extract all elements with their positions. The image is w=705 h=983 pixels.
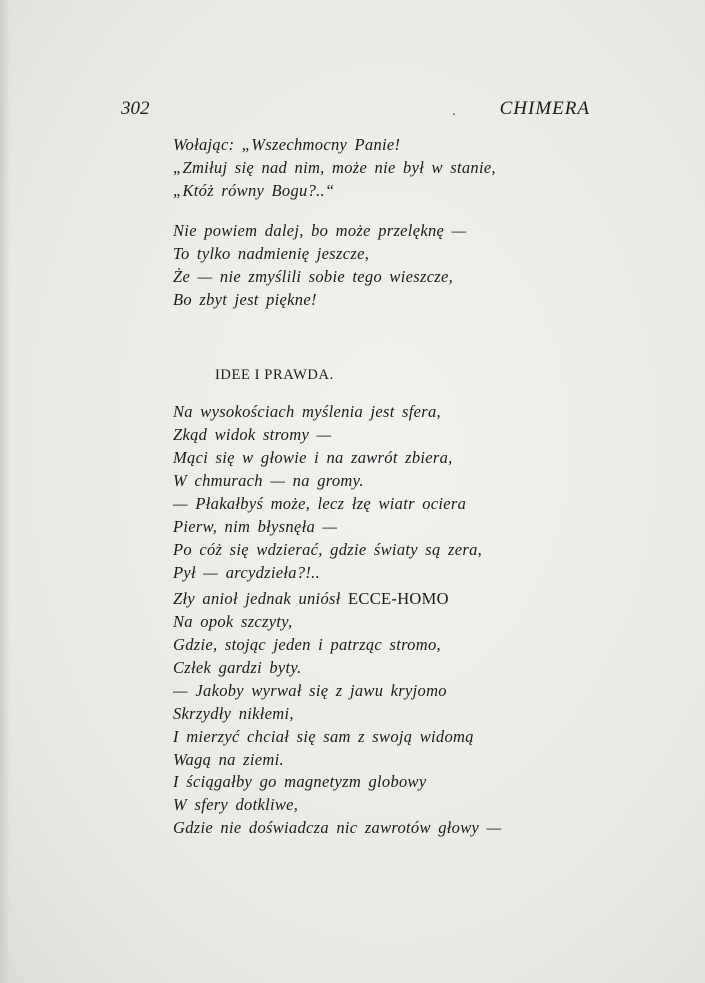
verse-line: Pierw, nim błysnęła — <box>173 517 338 536</box>
verse-line: — Jakoby wyrwał się z jawu kryjomo <box>173 681 447 700</box>
verse-line: „Któż równy Bogu?..“ <box>173 181 335 200</box>
verse-line: W chmurach — na gromy. <box>173 471 364 490</box>
verse-line: Że — nie zmyślili sobie tego wieszcze, <box>173 267 454 286</box>
stanza-1 <box>173 133 496 202</box>
stanza-4 <box>173 587 474 771</box>
verse-line: Mąci się w głowie i na zawrót zbiera, <box>173 448 453 467</box>
verse-line: Bo zbyt jest piękne! <box>173 290 317 309</box>
verse-line: I mierzyć chciał się sam z swoją widomą <box>173 727 474 746</box>
verse-line: To tylko nadmienię jeszcze, <box>173 244 370 263</box>
verse-line: Zkąd widok stromy — <box>173 425 332 444</box>
verse-line: Wagą na ziemi. <box>173 750 284 769</box>
running-title: CHIMERA <box>499 98 590 119</box>
verse-line: I ściągałby go magnetyzm globowy <box>173 772 427 791</box>
verse-line: Gdzie nie doświadcza nic zawrotów głowy — <box>173 818 502 837</box>
verse-line: Nie powiem dalej, bo może przelęknę — <box>173 221 467 240</box>
verse-line: Po cóż się wdzierać, gdzie światy są zera, <box>173 540 483 559</box>
poem-title: IDEE I PRAWDA. <box>215 367 334 383</box>
verse-text: Zły anioł jednak uniósł <box>173 589 349 608</box>
verse-line: Skrzydły nikłemi, <box>173 704 294 723</box>
verse-line: Pył — arcydzieła?!.. <box>173 563 321 582</box>
verse-line: Człek gardzi byty. <box>173 658 302 677</box>
ecce-homo-text: ECCE-HOMO <box>348 589 449 608</box>
stanza-5 <box>173 770 502 839</box>
page-number: 302 <box>121 98 150 119</box>
header-mark: . <box>452 104 456 118</box>
verse-line <box>173 587 474 610</box>
verse-line: Gdzie, stojąc jeden i patrząc stromo, <box>173 635 441 654</box>
verse-line: W sfery dotkliwe, <box>173 795 299 814</box>
stanza-3 <box>173 400 482 584</box>
verse-line: Wołając: „Wszechmocny Panie! <box>173 135 401 154</box>
verse-line: — Płakałbyś może, lecz łzę wiatr ociera <box>173 494 467 513</box>
verse-line: „Zmiłuj się nad nim, może nie był w stanie, <box>173 158 496 177</box>
page-gutter-shadow <box>0 0 10 983</box>
verse-line: Na opok szczyty, <box>173 612 293 631</box>
stanza-2 <box>173 219 467 311</box>
verse-line: Na wysokościach myślenia jest sfera, <box>173 402 441 421</box>
